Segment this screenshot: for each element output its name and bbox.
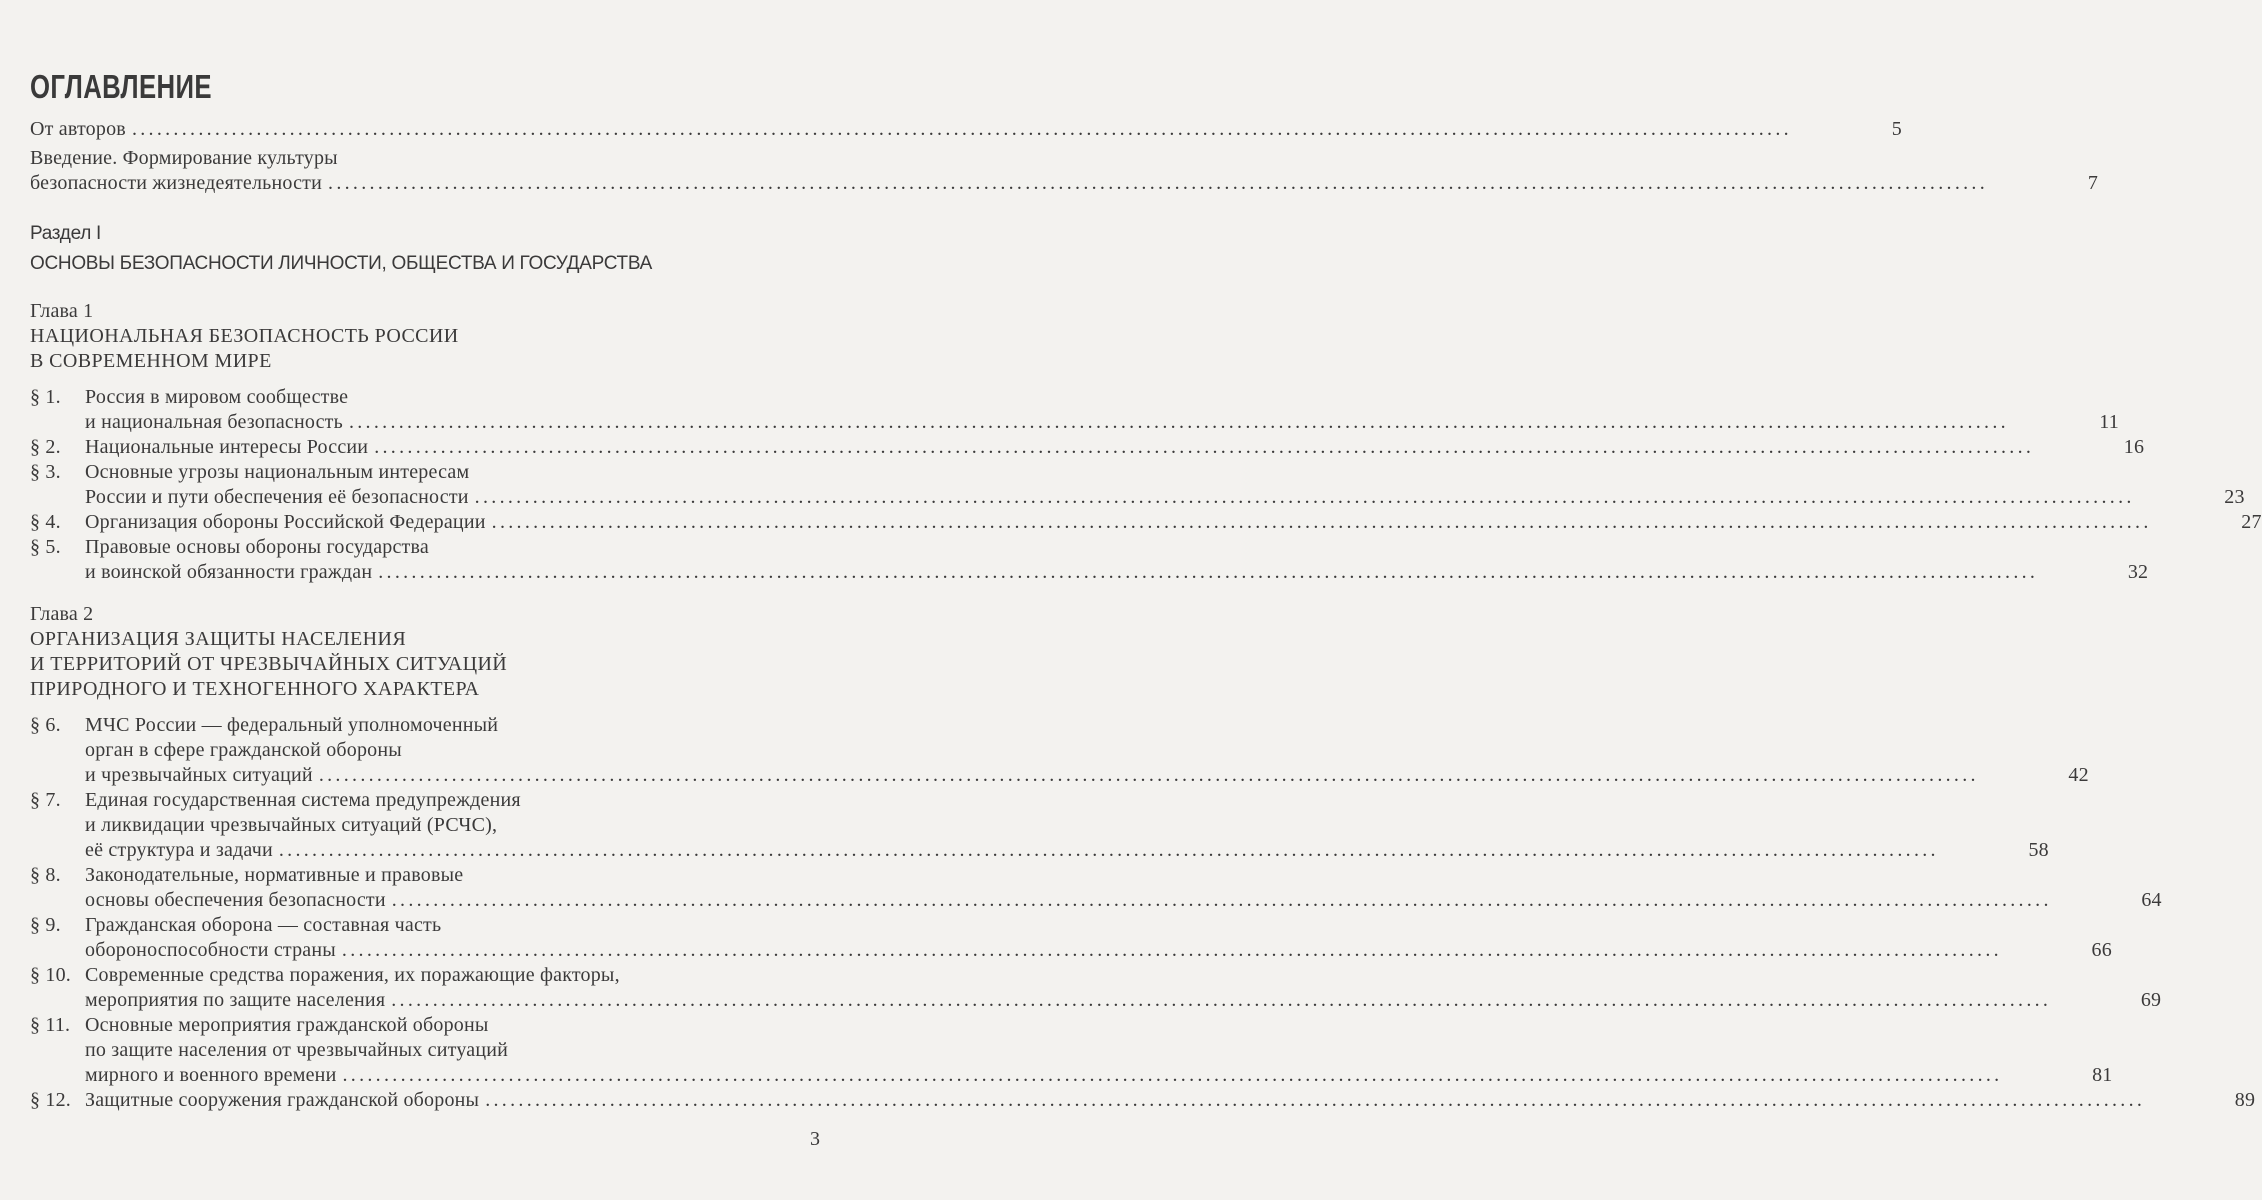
toc-entry[interactable] <box>30 713 2089 788</box>
paragraph-number: § 1. <box>30 386 61 408</box>
dot-leader: ........................................................................................................................................................................................................ <box>348 411 2009 433</box>
leader-gap <box>2145 1088 2215 1113</box>
toc-entry-text: Организация обороны Российской Федерации <box>85 511 486 533</box>
dot-leader: ........................................................................................................................................................................................................ <box>485 1089 2146 1111</box>
toc-entry[interactable] <box>30 863 2162 913</box>
paragraph-number <box>30 813 85 838</box>
toc-entry-text: Современные средства поражения, их поражающие факторы, <box>85 964 620 986</box>
paragraph-number: § 5. <box>30 536 61 558</box>
paragraph-number: § 7. <box>30 789 61 811</box>
toc-entry-text: обороноспособности страны <box>85 939 336 961</box>
page-title: ОГЛАВЛЕНИЕ <box>30 68 212 105</box>
chapter-title: И ТЕРРИТОРИЙ ОТ ЧРЕЗВЫЧАЙНЫХ СИТУАЦИЙ <box>30 653 508 675</box>
toc-entry-line <box>30 485 2245 510</box>
leader-gap <box>2135 485 2205 510</box>
toc-entry-line <box>30 813 820 838</box>
toc-page-number: 66 <box>2091 939 2112 961</box>
toc-entry-text: Законодательные, нормативные и правовые <box>85 864 464 886</box>
paragraph-number: § 3. <box>30 461 61 483</box>
paragraph-number <box>30 763 85 788</box>
dot-leader: ........................................................................................................................................................................................................ <box>131 118 1792 140</box>
toc-entry-line <box>30 938 2112 963</box>
toc-page-number: 16 <box>2123 436 2145 458</box>
toc-page-number: 32 <box>2127 561 2149 583</box>
paragraph-number <box>30 938 85 963</box>
toc-entry-text: Правовые основы обороны государства <box>85 536 429 558</box>
toc-entry-line <box>30 510 2262 535</box>
section-label: Раздел I <box>30 223 101 244</box>
leader-gap <box>2002 938 2072 963</box>
toc-entry-text: её структура и задачи <box>85 839 273 861</box>
chapter-title: НАЦИОНАЛЬНАЯ БЕЗОПАСНОСТЬ РОССИИ <box>30 325 459 347</box>
toc-page-number: 64 <box>2141 889 2162 911</box>
section-title: ОСНОВЫ БЕЗОПАСНОСТИ ЛИЧНОСТИ, ОБЩЕСТВА И ГОСУДАРСТВА <box>30 253 652 274</box>
leader-gap <box>2002 1063 2072 1088</box>
toc-entry-text: мероприятия по защите населения <box>85 989 386 1011</box>
dot-leader: ........................................................................................................................................................................................................ <box>491 511 2152 533</box>
toc-entry-line <box>30 788 820 813</box>
toc-entry-line <box>30 560 2149 585</box>
toc-entry-text: России и пути обеспечения её безопасности <box>85 486 469 508</box>
toc-page-number: 7 <box>2087 172 2099 194</box>
toc-entry-line <box>30 171 2099 196</box>
toc-entry-text: Основные угрозы национальным интересам <box>85 461 470 483</box>
toc-entry-line <box>30 738 820 763</box>
paragraph-number <box>30 738 85 763</box>
toc-entry-text: по защите населения от чрезвычайных ситуаций <box>85 1039 509 1061</box>
toc-page-number: 81 <box>2092 1064 2113 1086</box>
toc-entry-line <box>30 146 820 171</box>
toc-entry-line <box>30 1063 2113 1088</box>
paragraph-number <box>30 1063 85 1088</box>
paragraph-number <box>30 1038 85 1063</box>
toc-entry-line <box>30 763 2089 788</box>
chapter-label: Глава 2 <box>30 603 94 625</box>
toc-entry[interactable] <box>30 385 2119 435</box>
toc-entry-line <box>30 863 820 888</box>
toc-entry-text: и национальная безопасность <box>85 411 343 433</box>
chapter-title: ОРГАНИЗАЦИЯ ЗАЩИТЫ НАСЕЛЕНИЯ <box>30 628 407 650</box>
leader-gap <box>2038 560 2108 585</box>
toc-entry-line <box>30 963 820 988</box>
toc-entry-line <box>30 1088 2256 1113</box>
paragraph-number: § 4. <box>30 511 61 533</box>
paragraph-number: § 12. <box>30 1089 71 1111</box>
toc-entry-text: и ликвидации чрезвычайных ситуаций (РСЧС), <box>85 814 498 836</box>
dot-leader: ........................................................................................................................................................................................................ <box>391 889 2052 911</box>
leader-gap <box>2051 988 2121 1013</box>
toc-entry-text: Гражданская оборона — составная часть <box>85 914 442 936</box>
dot-leader: ........................................................................................................................................................................................................ <box>374 436 2035 458</box>
toc-entry-line <box>30 888 2162 913</box>
toc-entry-text: Россия в мировом сообществе <box>85 386 349 408</box>
toc-entry-text: Основные мероприятия гражданской обороны <box>85 1014 489 1036</box>
toc-entry[interactable] <box>30 510 2262 535</box>
paragraph-number <box>30 988 85 1013</box>
toc-entry-text: МЧС России — федеральный уполномоченный <box>85 714 499 736</box>
leader-gap <box>2034 435 2104 460</box>
leader-gap <box>1939 838 2009 863</box>
paragraph-number: § 2. <box>30 436 61 458</box>
toc-entry-text: и воинской обязанности граждан <box>85 561 373 583</box>
toc-entry[interactable] <box>30 913 2112 963</box>
dot-leader: ........................................................................................................................................................................................................ <box>278 839 1939 861</box>
toc-entry-line <box>30 838 2049 863</box>
toc-page-number: 89 <box>2234 1089 2256 1111</box>
toc-entry-line <box>30 1038 820 1063</box>
toc-entry-line <box>30 913 820 938</box>
paragraph-number: § 9. <box>30 914 61 936</box>
dot-leader: ........................................................................................................................................................................................................ <box>328 172 1989 194</box>
paragraph-number <box>30 560 85 585</box>
toc-entry[interactable] <box>30 1013 2113 1088</box>
dot-leader: ........................................................................................................................................................................................................ <box>318 764 1979 786</box>
dot-leader: ........................................................................................................................................................................................................ <box>342 1064 2003 1086</box>
dot-leader: ........................................................................................................................................................................................................ <box>341 939 2002 961</box>
toc-entry-text: Защитные сооружения гражданской обороны <box>85 1089 480 1111</box>
toc-entry-line <box>30 460 820 485</box>
toc-entry[interactable] <box>30 435 2145 460</box>
toc-entry-line <box>30 535 820 560</box>
toc-entry-line <box>30 385 820 410</box>
leader-gap <box>2152 510 2222 535</box>
toc-entry-line <box>30 1013 820 1038</box>
leader-gap <box>2009 410 2079 435</box>
dot-leader: ........................................................................................................................................................................................................ <box>474 486 2135 508</box>
toc-entry-text: От авторов <box>30 118 126 140</box>
dot-leader: ........................................................................................................................................................................................................ <box>378 561 2039 583</box>
chapter-title: В СОВРЕМЕННОМ МИРЕ <box>30 350 272 372</box>
leader-gap <box>1988 171 2058 196</box>
paragraph-number <box>30 838 85 863</box>
toc-page-number: 69 <box>2140 989 2162 1011</box>
page-number: 3 <box>810 1128 820 1150</box>
paragraph-number <box>30 485 85 510</box>
leader-gap <box>2052 888 2122 913</box>
leader-gap <box>1792 117 1862 142</box>
toc-entry-line <box>30 713 820 738</box>
toc-entry-text: орган в сфере гражданской обороны <box>85 739 402 761</box>
toc-entry[interactable] <box>30 535 2149 585</box>
toc-entry-text: мирного и военного времени <box>85 1064 337 1086</box>
toc-entry-text: основы обеспечения безопасности <box>85 889 386 911</box>
toc-page-number: 5 <box>1891 118 1902 140</box>
toc-entry-text: Национальные интересы России <box>85 436 369 458</box>
toc-entry[interactable] <box>30 1088 2256 1113</box>
toc-entry-line <box>30 117 1902 142</box>
toc-entry[interactable] <box>30 146 2099 196</box>
toc-entry[interactable] <box>30 788 2049 863</box>
toc-page-number: 42 <box>2068 764 2089 786</box>
toc-page-number: 23 <box>2224 486 2245 508</box>
toc-page-number: 27 <box>2241 511 2262 533</box>
dot-leader: ........................................................................................................................................................................................................ <box>391 989 2052 1011</box>
paragraph-number <box>30 888 85 913</box>
toc-entry-text: и чрезвычайных ситуаций <box>85 764 313 786</box>
leader-gap <box>1979 763 2049 788</box>
toc-entry-text: Введение. Формирование культуры <box>30 147 338 169</box>
toc-entry-line <box>30 410 2119 435</box>
toc-entry[interactable] <box>30 117 1902 142</box>
table-of-contents <box>30 117 2262 1113</box>
toc-entry-line <box>30 435 2145 460</box>
toc-page-number: 11 <box>2099 411 2119 433</box>
toc-entry-text: безопасности жизнедеятельности <box>30 172 323 194</box>
paragraph-number: § 10. <box>30 964 71 986</box>
toc-page-number: 58 <box>2028 839 2049 861</box>
toc-entry-line <box>30 988 2162 1013</box>
chapter-title: ПРИРОДНОГО И ТЕХНОГЕННОГО ХАРАКТЕРА <box>30 678 480 700</box>
toc-entry[interactable] <box>30 460 2245 510</box>
paragraph-number: § 11. <box>30 1014 71 1036</box>
paragraph-number: § 8. <box>30 864 61 886</box>
toc-entry-text: Единая государственная система предупреждения <box>85 789 521 811</box>
toc-entry[interactable] <box>30 963 2162 1013</box>
paragraph-number: § 6. <box>30 714 61 736</box>
chapter-label: Глава 1 <box>30 300 94 322</box>
paragraph-number <box>30 410 85 435</box>
